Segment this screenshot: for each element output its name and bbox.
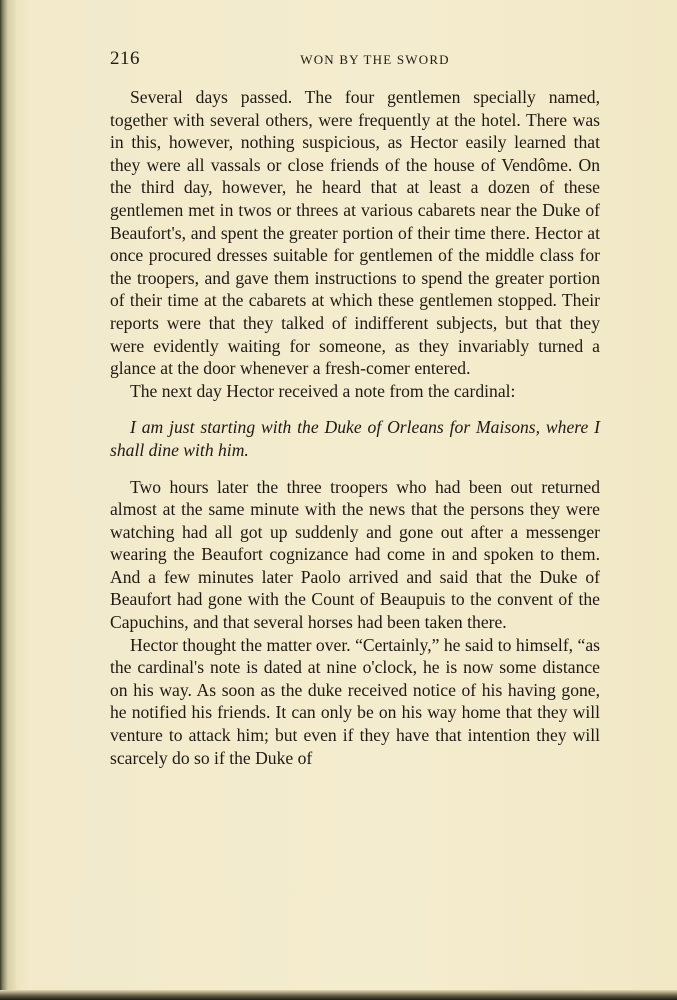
paragraph-4: Hector thought the matter over. “Certainly,” he said to himself, “as the cardinal's note is dated at nine o'clock, he is now some distance on his way. As soon as the duke received notice of his having gone, he notified his friends. It can only be on his way home that they will venture to attack him; but even if they have that intention they will scarcely do so if the Duke of	[110, 634, 600, 768]
page-header	[110, 48, 600, 74]
cardinal-note: I am just starting with the Duke of Orleans for Maisons, where I shall dine with him.	[110, 417, 600, 460]
book-spine-shadow	[0, 0, 16, 1000]
paragraph-1: Several days passed. The four gentlemen specially named, together with several others, were frequently at the hotel. There was in this, however, nothing suspicious, as Hector easily learned that they were all vassals or close friends of the house of Vendôme. On the third day, however, he heard that at least a dozen of these gentlemen met in twos or threes at various cabarets near the Duke of Beaufort's, and spent the greater portion of their time there. Hector at once procured dresses suitable for gentlemen of the middle class for the troopers, and gave them instructions to spend the greater portion of their time at the cabarets at which these gentlemen stopped. Their reports were that they talked of indifferent subjects, but that they were evidently waiting for someone, as they invariably turned a glance at the door whenever a fresh-comer entered.	[110, 87, 600, 379]
paragraph-2: The next day Hector received a note from the cardinal:	[130, 380, 516, 401]
body-text	[110, 86, 600, 769]
paragraph-3: Two hours later the three troopers who had been out returned almost at the same minute with the news that the persons they were watching had all got up suddenly and gone out after a messenger wearing the Beaufort cognizance had come in and spoken to them. And a few minutes later Paolo arrived and said that the Duke of Beaufort had gone with the Count of Beaupuis to the convent of the Capuchins, and that several horses had been taken there.	[110, 476, 600, 633]
running-head: WON BY THE SWORD	[300, 52, 450, 67]
page-number: 216	[110, 48, 140, 69]
page-bottom-edge	[0, 990, 677, 1000]
